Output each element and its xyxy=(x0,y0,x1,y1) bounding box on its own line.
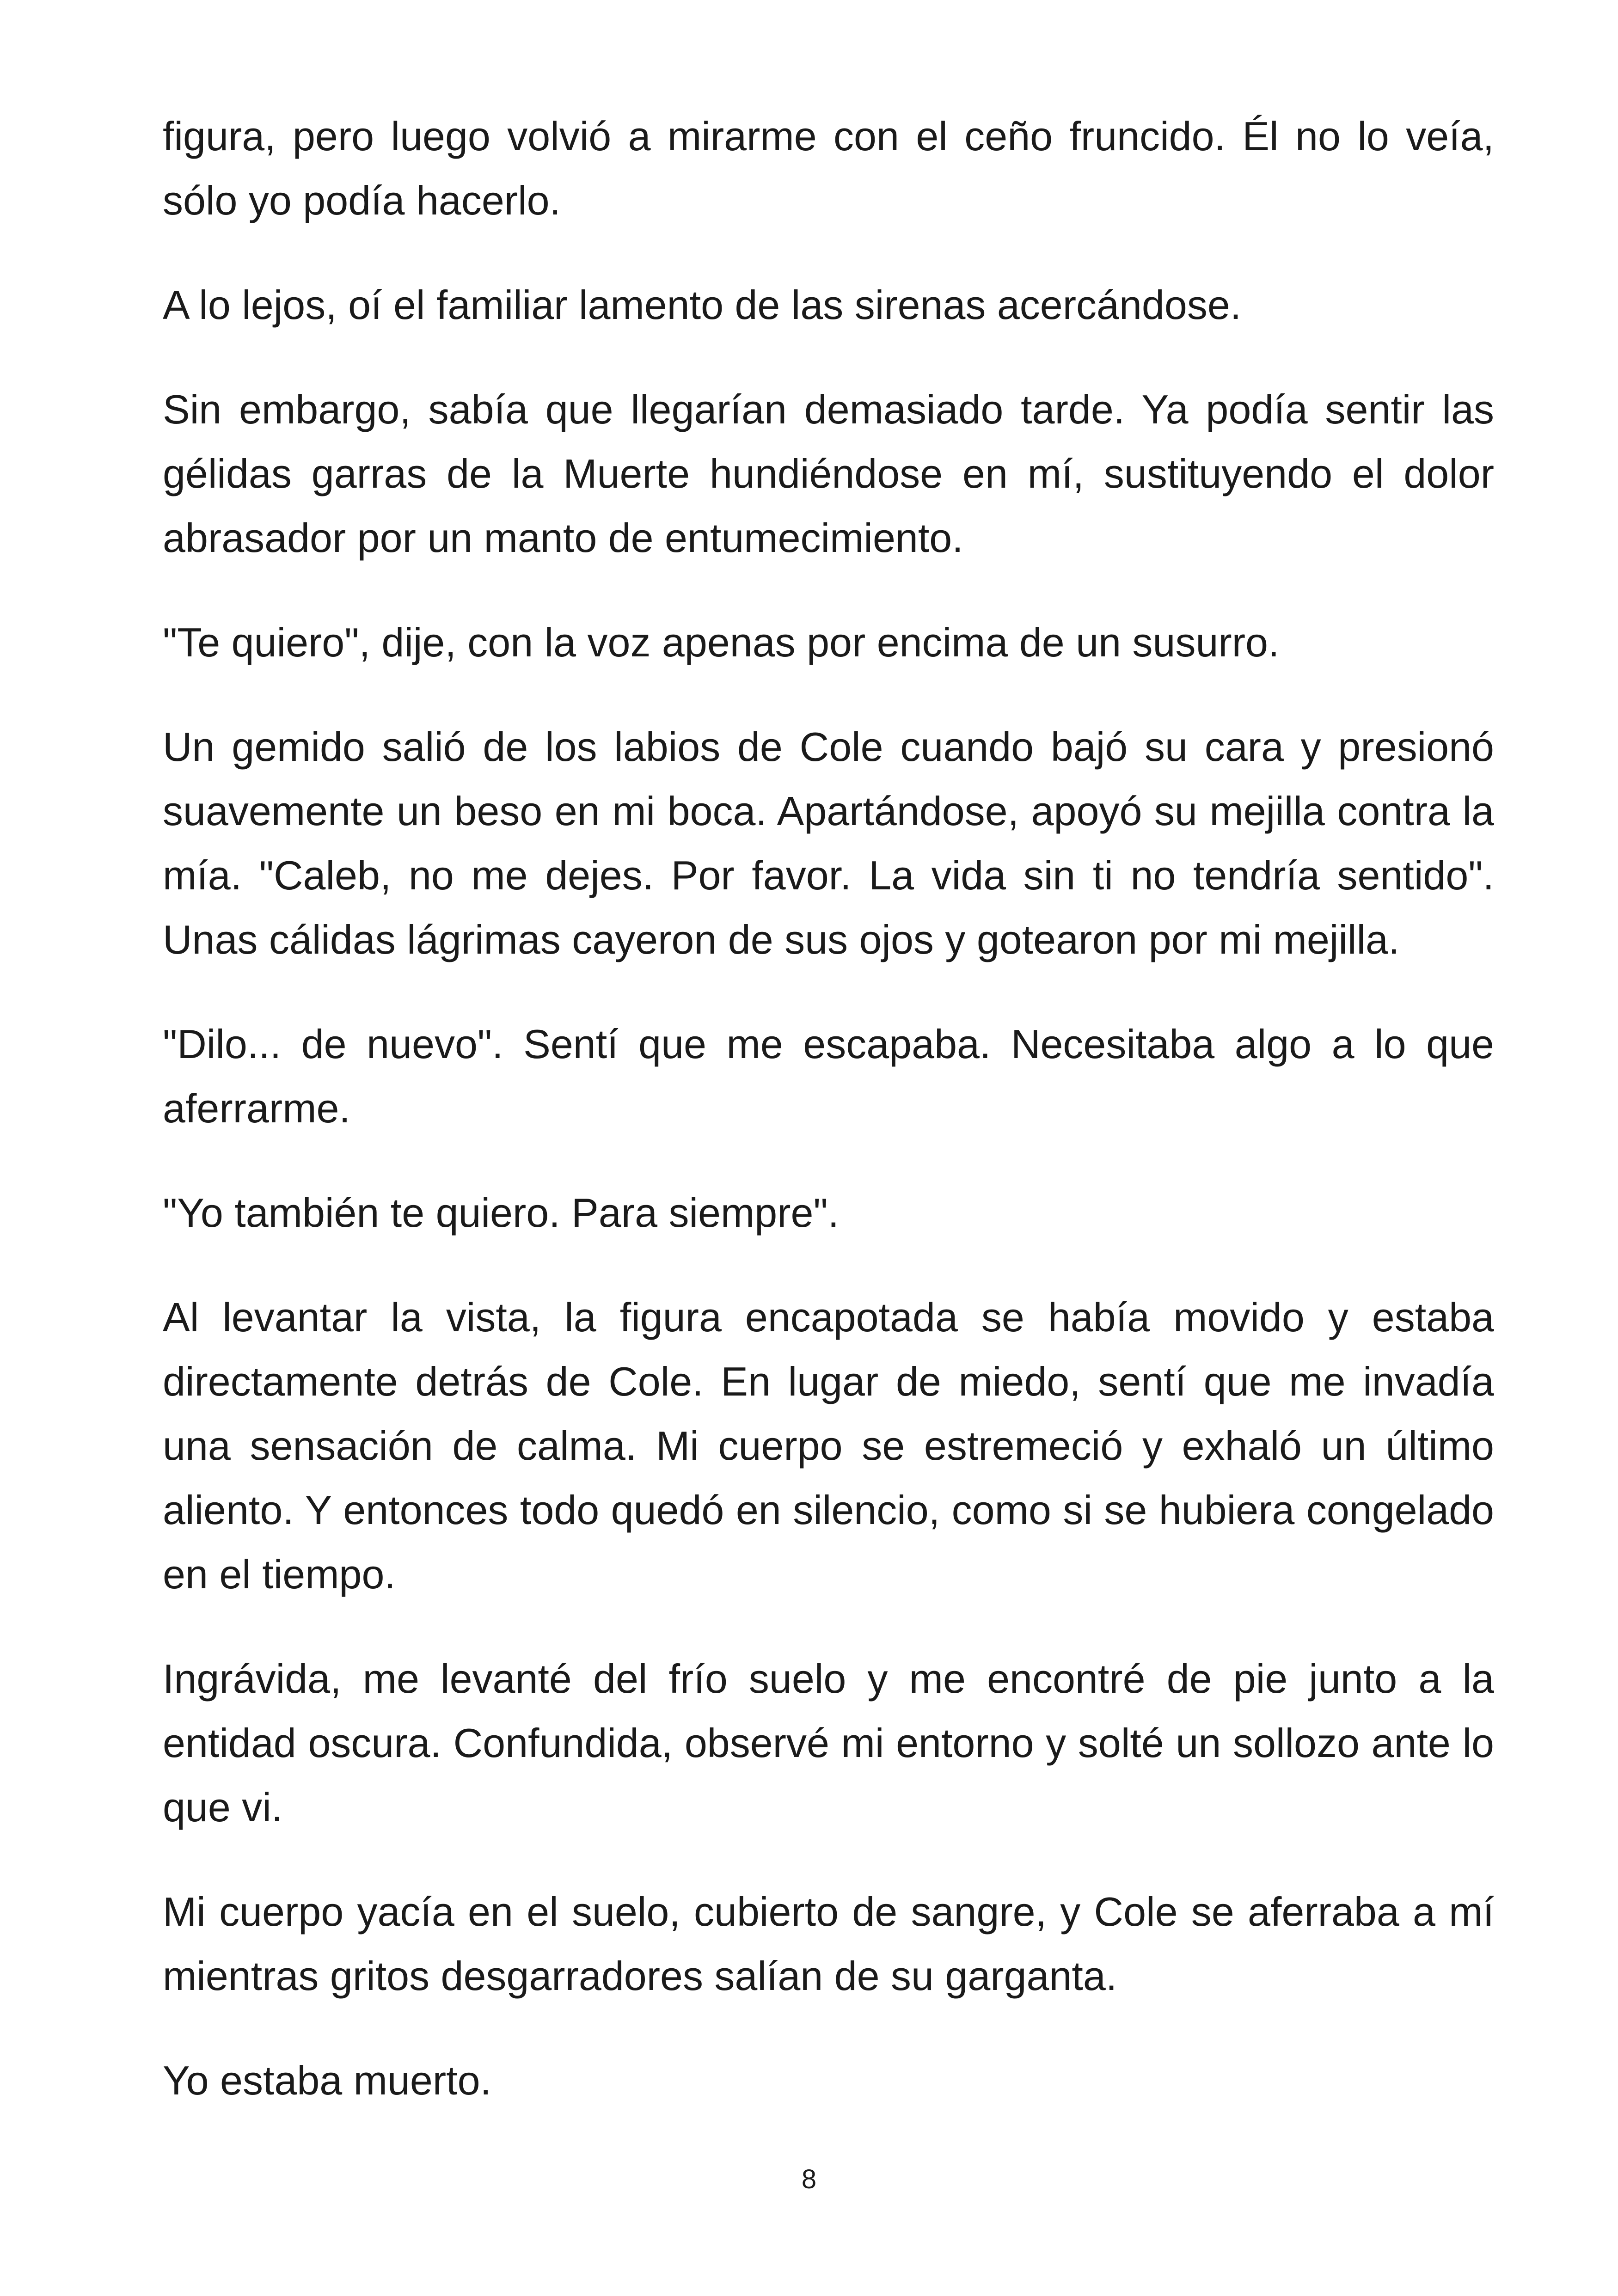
paragraph: "Te quiero", dije, con la voz apenas por encima de un susurro. xyxy=(163,619,1280,665)
paragraph: A lo lejos, oí el familiar lamento de las sirenas acercándose. xyxy=(163,282,1242,328)
paragraph: Un gemido salió de los labios de Cole cuando bajó su cara y presionó suavemente un beso en mi boca. Apartándose, apoyó su mejilla contra la mía. "Caleb, no me dejes. Por favor. La vida sin ti no tendría sentido". Unas cálidas lágrimas cayeron de sus ojos y gotearon por mi mejilla. xyxy=(163,724,1494,962)
paragraph: Sin embargo, sabía que llegarían demasiado tarde. Ya podía sentir las gélidas garras de la Muerte hundiéndose en mí, sustituyendo el dolor abrasador por un manto de entumecimiento. xyxy=(163,386,1494,561)
paragraph: figura, pero luego volvió a mirarme con el ceño fruncido. Él no lo veía, sólo yo podía hacerlo. xyxy=(163,113,1494,223)
body-text xyxy=(163,104,1494,2153)
page-number: 8 xyxy=(801,2164,817,2194)
paragraph: "Yo también te quiero. Para siempre". xyxy=(163,1190,840,1236)
paragraph: "Dilo... de nuevo". Sentí que me escapaba. Necesitaba algo a lo que aferrarme. xyxy=(163,1021,1494,1131)
paragraph: Mi cuerpo yacía en el suelo, cubierto de sangre, y Cole se aferraba a mí mientras gritos desgarradores salían de su garganta. xyxy=(163,1889,1494,1999)
paragraph: Yo estaba muerto. xyxy=(163,2057,492,2103)
paragraph: Al levantar la vista, la figura encapotada se había movido y estaba directamente detrás de Cole. En lugar de miedo, sentí que me invadía una sensación de calma. Mi cuerpo se estremeció y exhaló un último aliento. Y entonces todo quedó en silencio, como si se hubiera congelado en el tiempo. xyxy=(163,1294,1494,1597)
paragraph: Ingrávida, me levanté del frío suelo y me encontré de pie junto a la entidad oscura. Confundida, observé mi entorno y solté un sollozo ante lo que vi. xyxy=(163,1656,1494,1830)
